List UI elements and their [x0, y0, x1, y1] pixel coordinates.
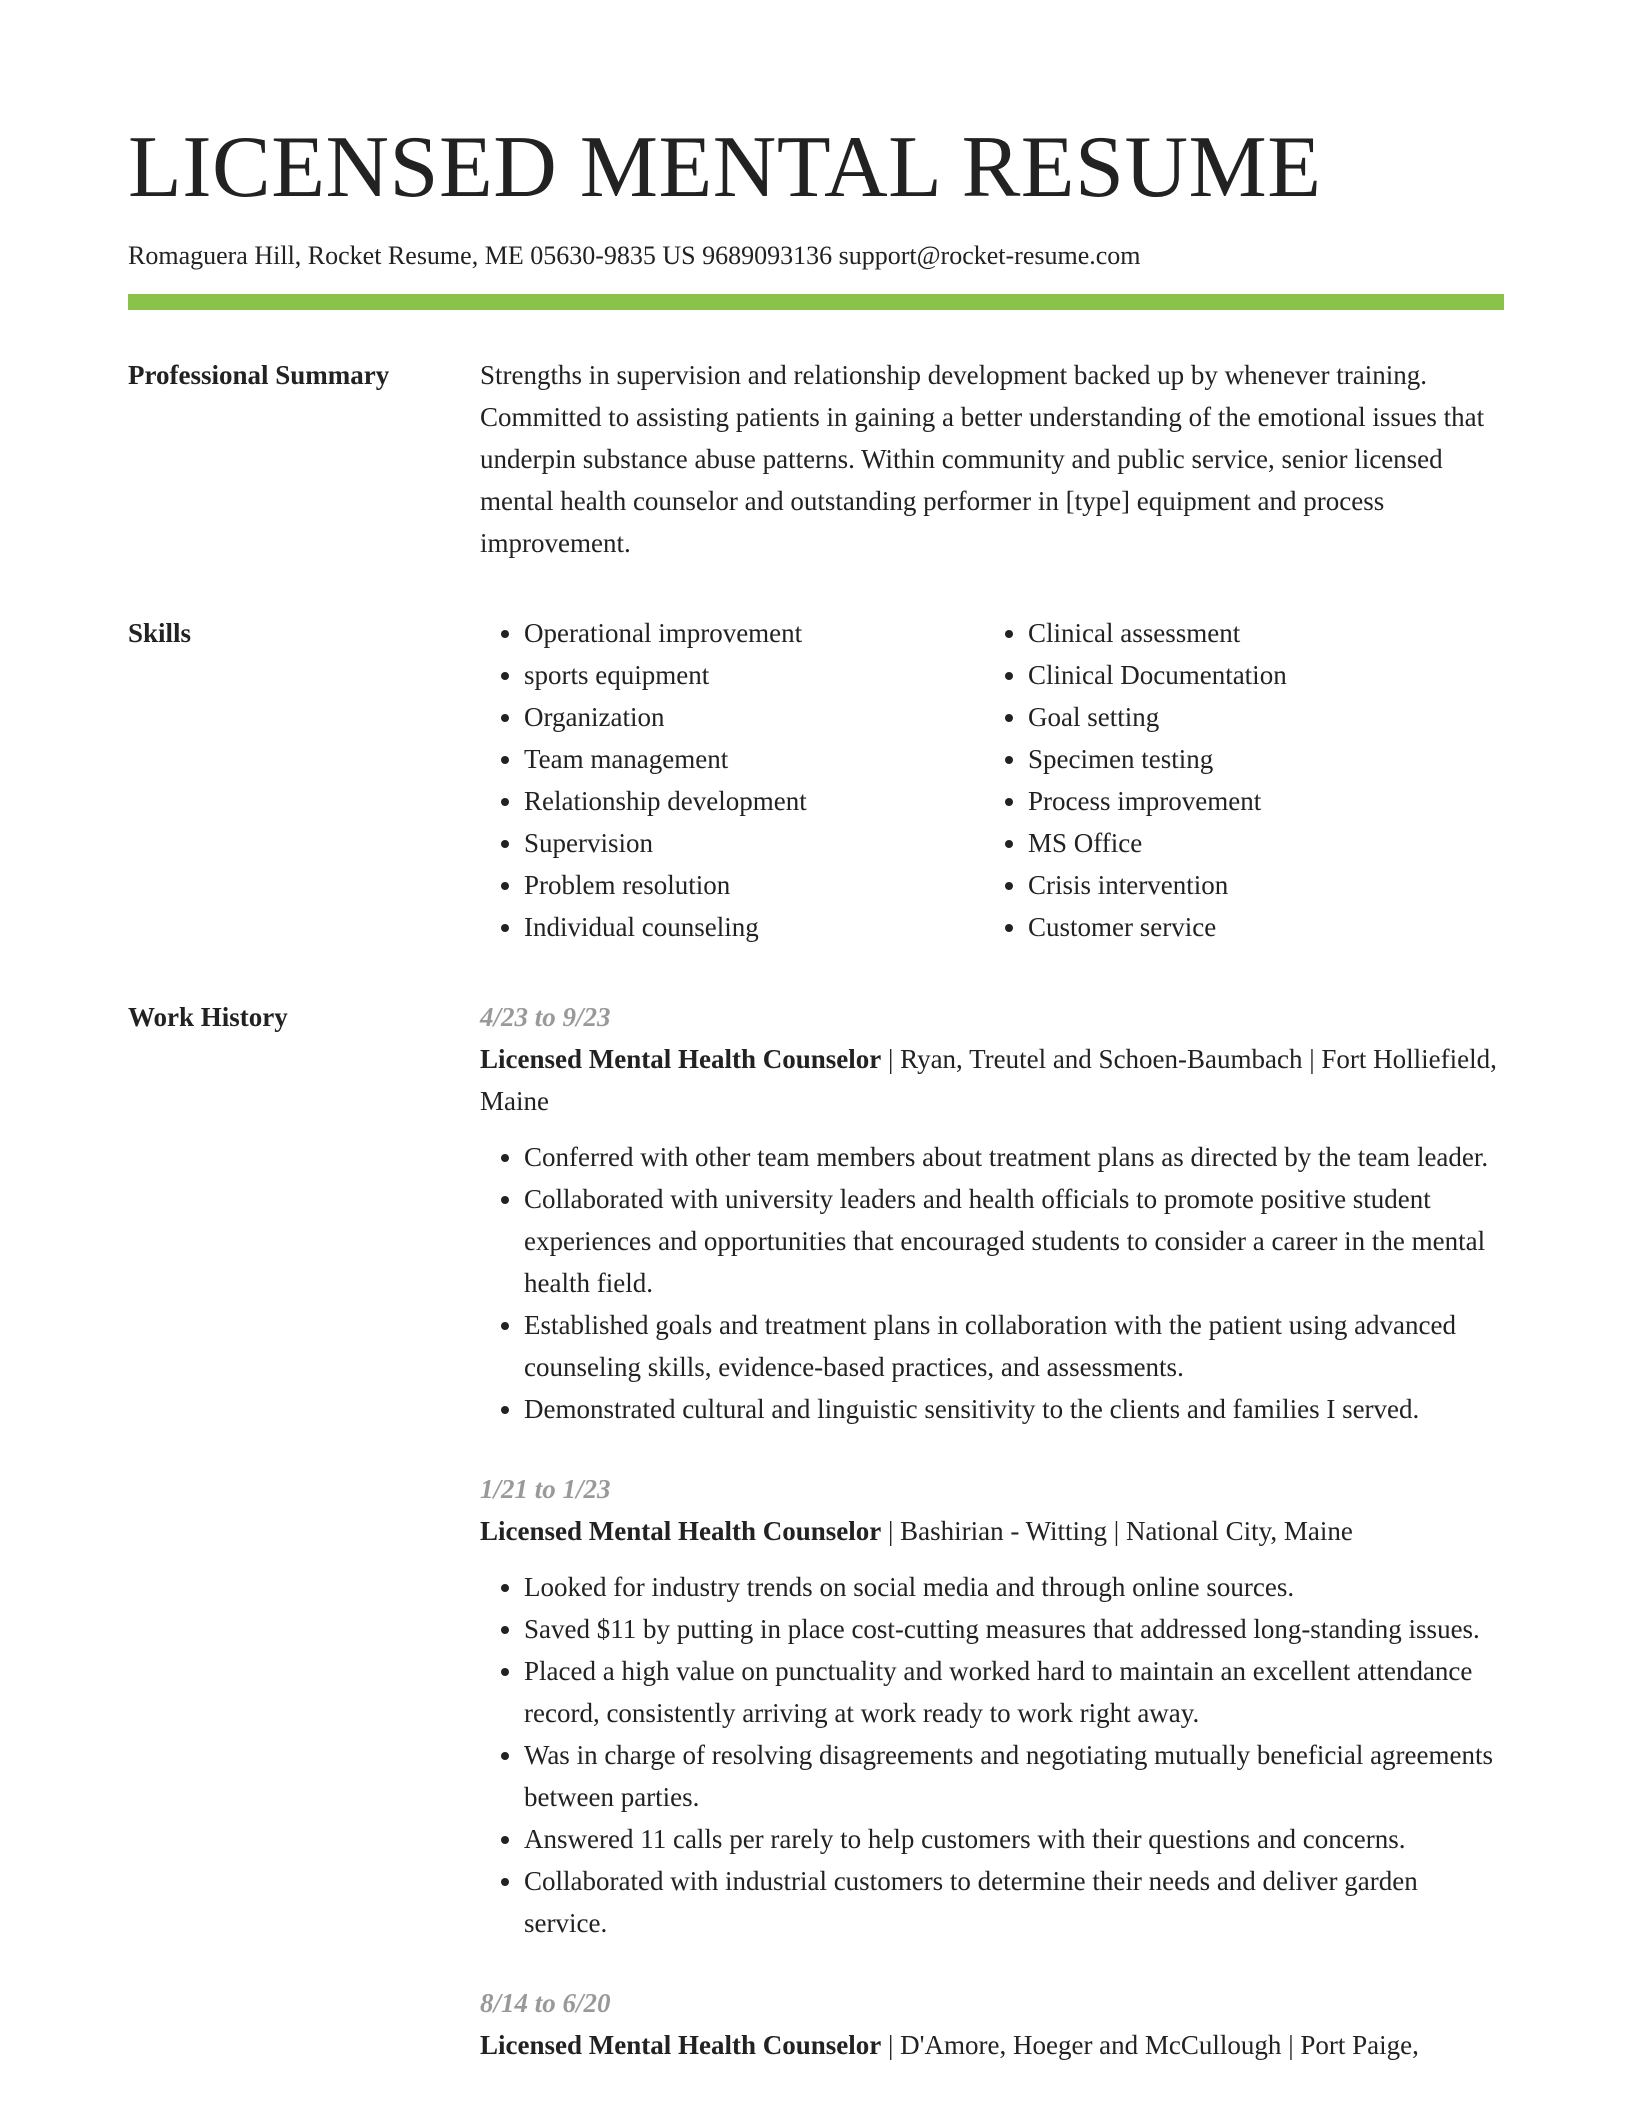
- job-separator: |: [881, 1044, 901, 1074]
- job-company: Ryan, Treutel and Schoen-Baumbach: [900, 1044, 1303, 1074]
- skill-item: • Organization: [524, 696, 984, 738]
- work-history-section: [128, 996, 1504, 2104]
- skill-item: • Goal setting: [1028, 696, 1488, 738]
- job-entry: [480, 1468, 1504, 1944]
- job-bullet: • Placed a high value on punctuality and worked hard to maintain an excellent attendance record, consistently arriving at work ready to work right away.: [524, 1650, 1504, 1734]
- job-bullet: • Collaborated with university leaders and health officials to promote positive student experiences and opportunities that encouraged students to consider a career in the mental health field.: [524, 1178, 1504, 1304]
- job-separator: |: [1107, 1516, 1126, 1546]
- job-bullet: • Conferred with other team members about treatment plans as directed by the team leader.: [524, 1136, 1504, 1178]
- skill-item: • sports equipment: [524, 654, 984, 696]
- work-history-body: [480, 996, 1504, 2104]
- skill-item: • Team management: [524, 738, 984, 780]
- skill-item: • Clinical assessment: [1028, 612, 1488, 654]
- job-separator: |: [1281, 2030, 1301, 2060]
- job-dates: 8/14 to 6/20: [480, 1988, 611, 2018]
- job-location: Port Paige,: [1300, 2030, 1419, 2060]
- section-title-work-history: Work History: [128, 1002, 288, 1032]
- skill-item: • Individual counseling: [524, 906, 984, 948]
- job-dates: 1/21 to 1/23: [480, 1474, 611, 1504]
- skill-item: • Problem resolution: [524, 864, 984, 906]
- job-bullet: • Collaborated with industrial customers to determine their needs and deliver garden service.: [524, 1860, 1504, 1944]
- job-position: Licensed Mental Health Counselor: [480, 2030, 882, 2060]
- job-bullet: • Established goals and treatment plans in collaboration with the patient using advanced counseling skills, evidence-based practices, and assessments.: [524, 1304, 1504, 1388]
- job-heading: [480, 1510, 1504, 1552]
- skill-item: • Crisis intervention: [1028, 864, 1488, 906]
- job-bullet: • Was in charge of resolving disagreements and negotiating mutually beneficial agreements between parties.: [524, 1734, 1504, 1818]
- job-bullet: • Answered 11 calls per rarely to help customers with their questions and concerns.: [524, 1818, 1504, 1860]
- skill-item: • Relationship development: [524, 780, 984, 822]
- job-entry: [480, 996, 1504, 1430]
- job-separator: |: [881, 1516, 901, 1546]
- skills-body: [480, 612, 1504, 948]
- job-dates: 4/23 to 9/23: [480, 1002, 611, 1032]
- job-bullet: • Demonstrated cultural and linguistic sensitivity to the clients and families I served.: [524, 1388, 1504, 1430]
- job-bullets: [480, 1136, 1504, 1430]
- job-location: National City, Maine: [1125, 1516, 1353, 1546]
- skill-item: • Supervision: [524, 822, 984, 864]
- job-bullet: • Saved $11 by putting in place cost-cutting measures that addressed long-standing issues.: [524, 1608, 1504, 1650]
- section-title-summary: Professional Summary: [128, 360, 390, 390]
- skills-list-right: [984, 612, 1488, 948]
- job-heading: [480, 1038, 1504, 1122]
- job-position: Licensed Mental Health Counselor: [480, 1044, 882, 1074]
- job-location: Fort Holliefield, Maine: [480, 1044, 1497, 1116]
- contact-info: Romaguera Hill, Rocket Resume, ME 05630-9835 US 9689093136 support@rocket-resume.com: [128, 241, 1141, 270]
- summary-section: [128, 354, 1504, 564]
- skill-item: • Specimen testing: [1028, 738, 1488, 780]
- section-title-skills: Skills: [128, 618, 192, 648]
- job-entry: [480, 1982, 1504, 2066]
- resume-page: [128, 118, 1504, 2104]
- summary-text: Strengths in supervision and relationship development backed up by whenever training. Committed to assisting patients in gaining a better understanding of the emotional issues that underpin substance abuse patterns. Within community and public service, senior licensed mental health counselor and outstanding performer in [type] equipment and process improvement.: [480, 360, 1485, 558]
- job-bullet: • Looked for industry trends on social media and through online sources.: [524, 1566, 1504, 1608]
- job-heading: [480, 2024, 1504, 2066]
- skill-item: • Process improvement: [1028, 780, 1488, 822]
- job-company: Bashirian - Witting: [900, 1516, 1108, 1546]
- job-position: Licensed Mental Health Counselor: [480, 1516, 882, 1546]
- skills-section: [128, 612, 1504, 948]
- skill-item: • MS Office: [1028, 822, 1488, 864]
- summary-body: [480, 354, 1504, 564]
- job-separator: |: [1302, 1044, 1322, 1074]
- skill-item: • Clinical Documentation: [1028, 654, 1488, 696]
- resume-name: LICENSED MENTAL RESUME: [128, 119, 1322, 216]
- job-company: D'Amore, Hoeger and McCullough: [900, 2030, 1282, 2060]
- job-separator: |: [881, 2030, 901, 2060]
- accent-divider: [128, 294, 1504, 310]
- skills-list-left: [480, 612, 984, 948]
- skill-item: • Customer service: [1028, 906, 1488, 948]
- skill-item: • Operational improvement: [524, 612, 984, 654]
- job-bullets: [480, 1566, 1504, 1944]
